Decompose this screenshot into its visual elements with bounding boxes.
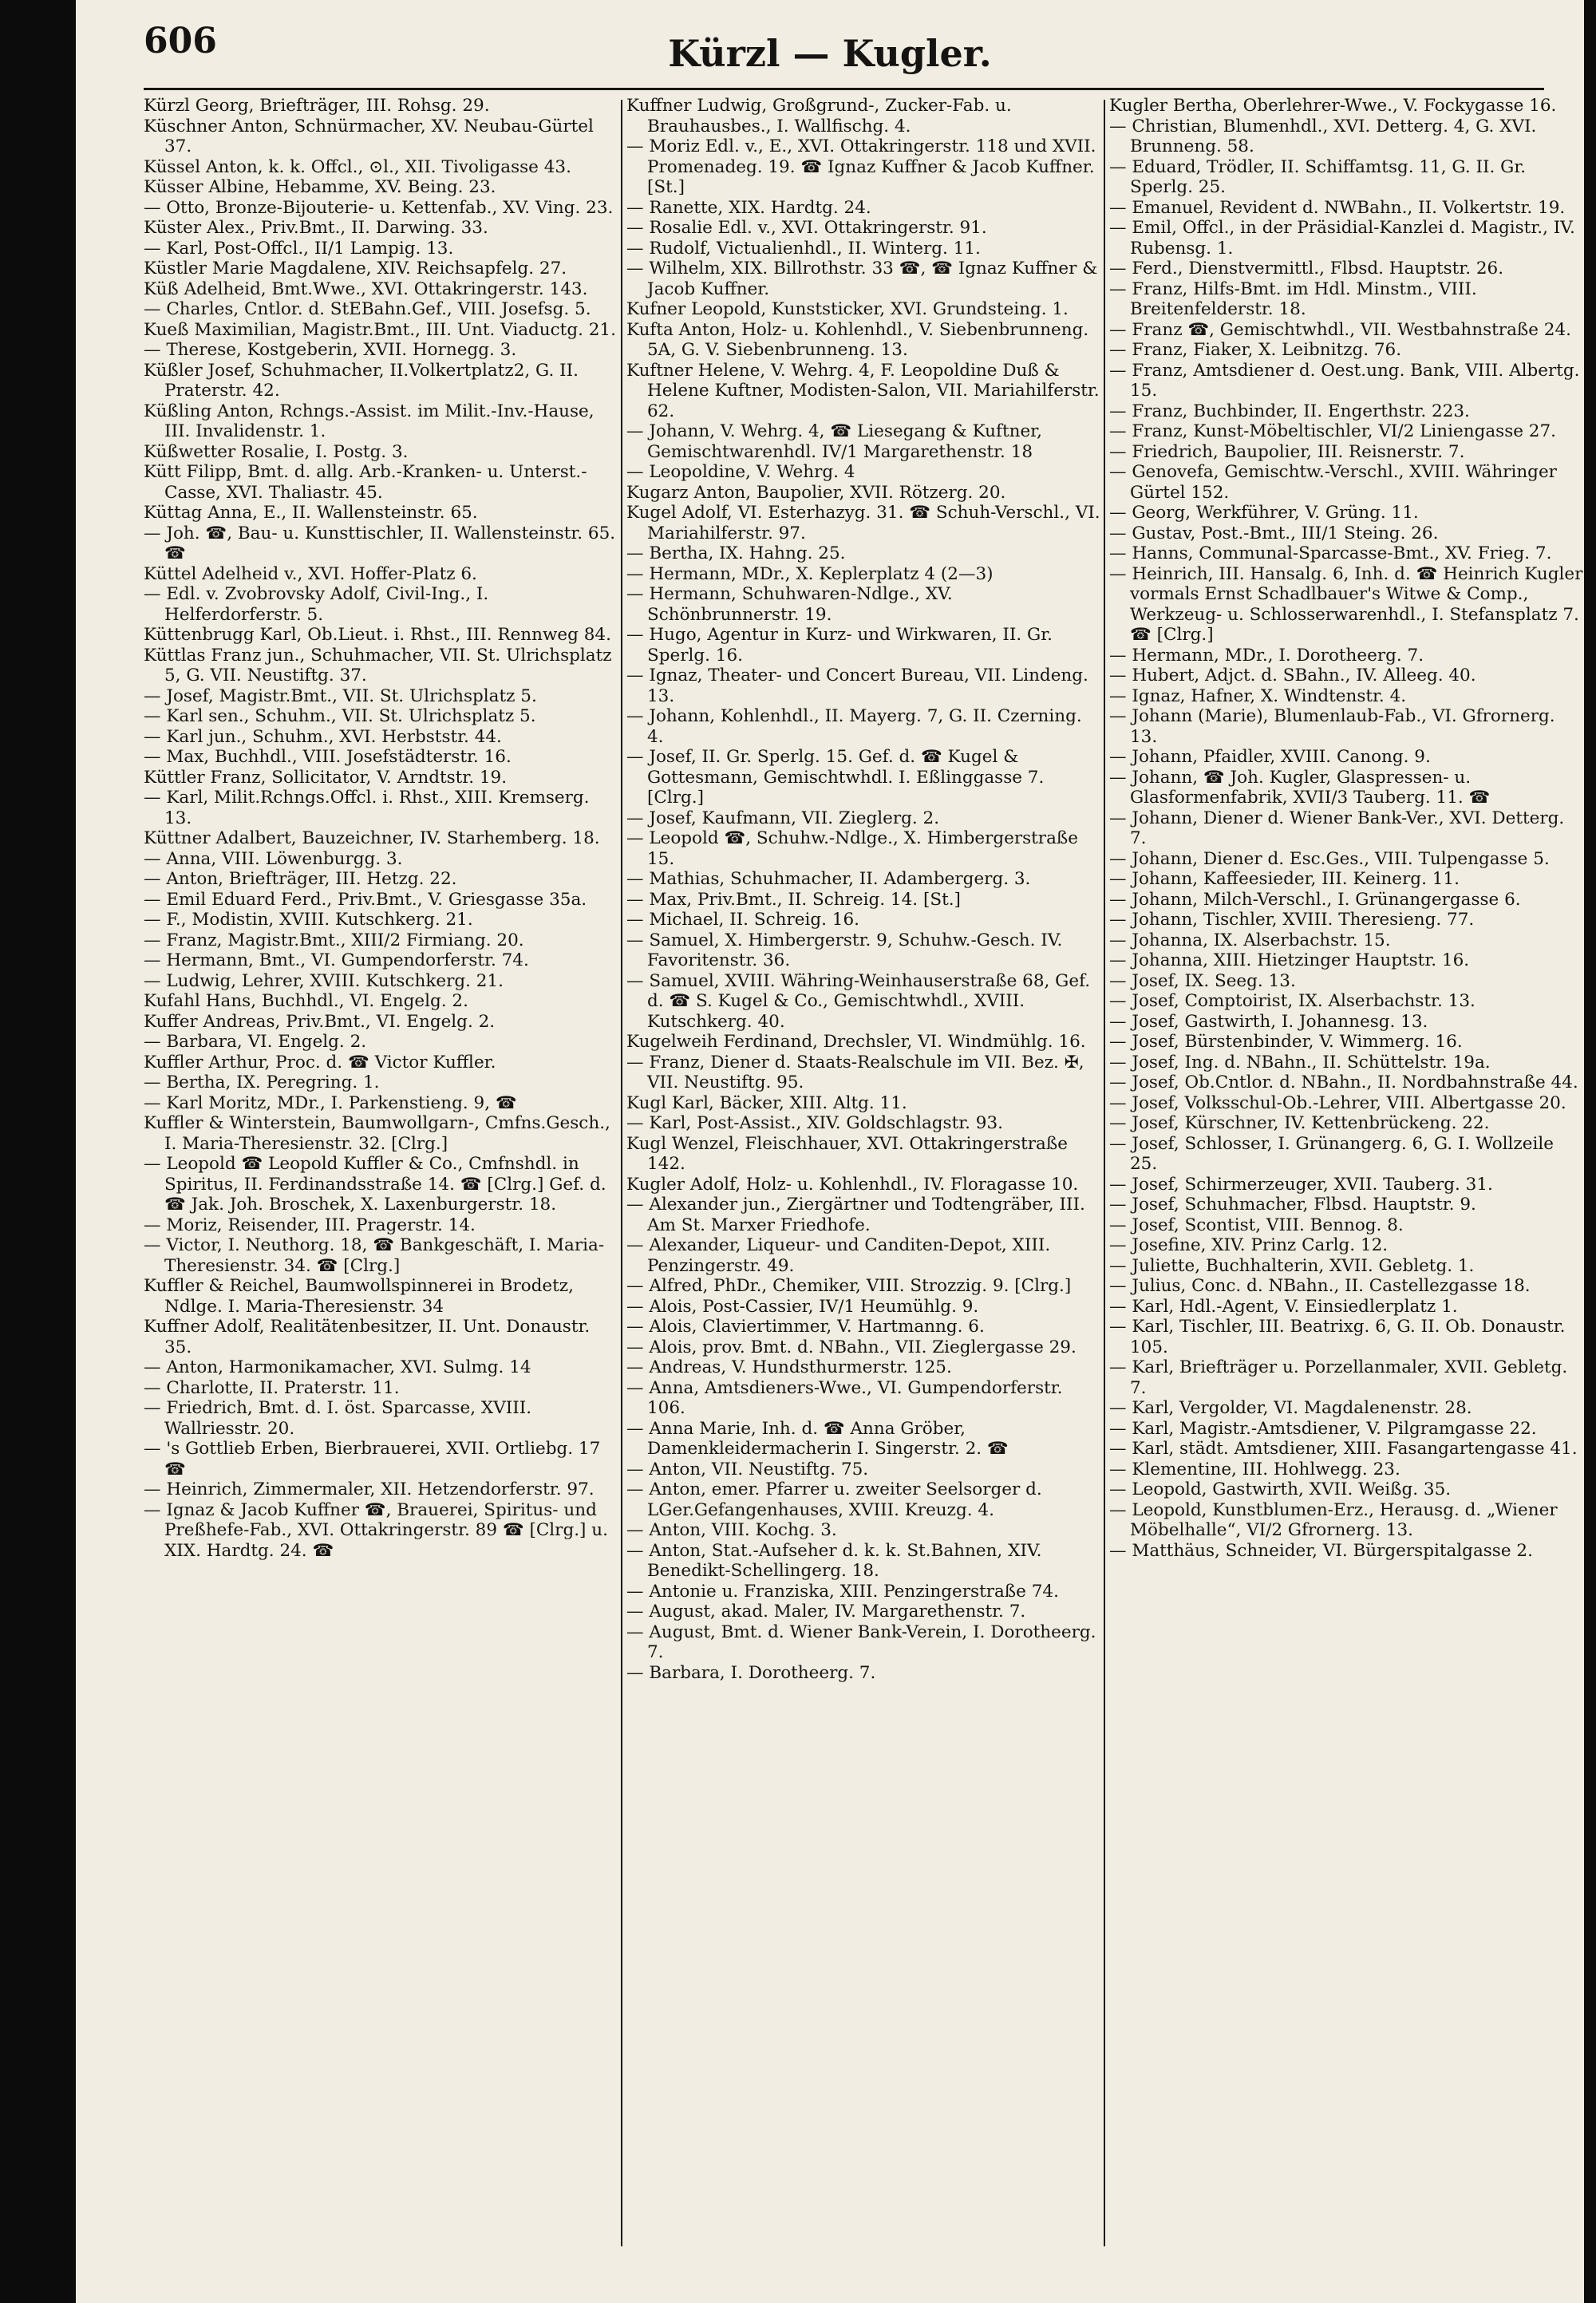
directory-entry: — Franz, Amtsdiener d. Oest.ung. Bank, VIII. Albertg. 15.: [1109, 360, 1580, 401]
directory-entry: — Anna, VIII. Löwenburgg. 3.: [144, 848, 403, 869]
directory-entry: — Leopold ☎ Leopold Kuffler & Co., Cmfnshdl. in Spiritus, II. Ferdinandsstraße 14. ☎ [Clrg.] Gef. d. ☎ Jak. Joh. Broschek, X. Laxenburgerstr. 18.: [144, 1154, 606, 1215]
directory-entry: Küßler Josef, Schuhmacher, II.Volkertplatz2, G. II. Praterstr. 42.: [144, 360, 579, 401]
directory-entry: — Emanuel, Revident d. NWBahn., II. Volkertstr. 19.: [1109, 197, 1566, 218]
directory-entry: Küttner Adalbert, Bauzeichner, IV. Starhemberg. 18.: [144, 828, 600, 848]
directory-entry: Kufta Anton, Holz- u. Kohlenhdl., V. Siebenbrunneng. 5A, G. V. Siebenbrunneng. 13.: [626, 319, 1089, 360]
directory-entry: — Josef, Gastwirth, I. Johannesg. 13.: [1109, 1011, 1428, 1032]
directory-entry: — Friedrich, Baupolier, III. Reisnerstr. 7.: [1109, 441, 1465, 462]
directory-entry: — Klementine, III. Hohlwegg. 23.: [1109, 1459, 1400, 1479]
directory-entry: — Ferd., Dienstvermittl., Flbsd. Hauptstr. 26.: [1109, 259, 1504, 278]
directory-entry: — Josef, Volksschul-Ob.-Lehrer, VIII. Albertgasse 20.: [1109, 1092, 1566, 1113]
directory-entry: — Josef, Kürschner, IV. Kettenbrückeng. 22.: [1109, 1113, 1490, 1133]
directory-entry: — Karl Moritz, MDr., I. Parkenstieng. 9, ☎: [144, 1092, 517, 1113]
directory-entry: — Leopold ☎, Schuhw.-Ndlge., X. Himbergerstraße 15.: [626, 828, 1078, 869]
directory-entry: — Karl, Tischler, III. Beatrixg. 6, G. II. Ob. Donaustr. 105.: [1109, 1317, 1566, 1357]
directory-entry: — Bertha, IX. Peregring. 1.: [144, 1072, 380, 1092]
directory-entry: — Ranette, XIX. Hardtg. 24.: [626, 197, 871, 218]
directory-entry: — Karl sen., Schuhm., VII. St. Ulrichsplatz 5.: [144, 706, 536, 726]
directory-entry: Kugarz Anton, Baupolier, XVII. Rötzerg. 20.: [626, 482, 1006, 503]
directory-entry: — Leopold, Kunstblumen-Erz., Herausg. d. „Wiener Möbelhalle“, VI/2 Gfrornerg. 13.: [1109, 1499, 1558, 1540]
directory-entry: Küttler Franz, Sollicitator, V. Arndtstr. 19.: [144, 767, 508, 788]
directory-entry: — Johann, Diener d. Esc.Ges., VIII. Tulpengasse 5.: [1109, 848, 1550, 869]
directory-entry: — Georg, Werkführer, V. Grüng. 11.: [1109, 503, 1419, 523]
directory-entry: — Karl, Hdl.-Agent, V. Einsiedlerplatz 1.: [1109, 1296, 1458, 1317]
directory-entry: — Ignaz, Hafner, X. Windtenstr. 4.: [1109, 685, 1407, 706]
directory-page: [76, 0, 1584, 2303]
running-head: Kürzl — Kugler.: [668, 32, 992, 75]
directory-entry: — Hermann, MDr., I. Dorotheerg. 7.: [1109, 645, 1424, 666]
directory-entry: — Karl, Post-Assist., XIV. Goldschlagstr. 93.: [626, 1113, 1003, 1133]
directory-entry: — Christian, Blumenhdl., XVI. Detterg. 4, G. XVI. Brunneng. 58.: [1109, 116, 1537, 156]
directory-entry: — Franz ☎, Gemischtwhdl., VII. Westbahnstraße 24.: [1109, 319, 1571, 340]
directory-entry: Küttenbrugg Karl, Ob.Lieut. i. Rhst., III. Rennweg 84.: [144, 625, 611, 645]
directory-entry: — Moriz, Reisender, III. Pragerstr. 14.: [144, 1215, 476, 1235]
directory-entry: — Hugo, Agentur in Kurz- und Wirkwaren, II. Gr. Sperlg. 16.: [626, 625, 1053, 666]
directory-entry: — F., Modistin, XVIII. Kutschkerg. 21.: [144, 910, 473, 930]
directory-entry: — Johann, Diener d. Wiener Bank-Ver., XVI. Detterg. 7.: [1109, 808, 1565, 848]
directory-entry: Kufahl Hans, Buchhdl., VI. Engelg. 2.: [144, 991, 468, 1011]
directory-entry: — Johann, Tischler, XVIII. Theresieng. 77.: [1109, 910, 1475, 930]
directory-entry: — Edl. v. Zvobrovsky Adolf, Civil-Ing., I. Helferdorferstr. 5.: [144, 584, 489, 625]
directory-entry: — Johann, Kohlenhdl., II. Mayerg. 7, G. II. Czerning. 4.: [626, 706, 1082, 747]
directory-entry: — Rudolf, Victualienhdl., II. Winterg. 11.: [626, 238, 981, 259]
directory-entry: — Genovefa, Gemischtw.-Verschl., XVIII. Währinger Gürtel 152.: [1109, 462, 1557, 503]
directory-entry: — Josef, Ob.Cntlor. d. NBahn., II. Nordbahnstraße 44.: [1109, 1072, 1578, 1092]
directory-entry: — Johann, Milch-Verschl., I. Grünangergasse 6.: [1109, 889, 1521, 910]
directory-entry: — Samuel, X. Himbergerstr. 9, Schuhw.-Gesch. IV. Favoritenstr. 36.: [626, 930, 1063, 970]
directory-entry: — Michael, II. Schreig. 16.: [626, 910, 859, 930]
page-number: 606: [144, 21, 217, 61]
directory-entry: — Heinrich, Zimmermaler, XII. Hetzendorferstr. 97.: [144, 1479, 595, 1499]
directory-entry: — Franz, Magistr.Bmt., XIII/2 Firmiang. 20.: [144, 930, 524, 950]
directory-entry: — Josef, Scontist, VIII. Bennog. 8.: [1109, 1215, 1404, 1235]
directory-entry: — Wilhelm, XIX. Billrothstr. 33 ☎, ☎ Ignaz Kuffner & Jacob Kuffner.: [626, 259, 1098, 299]
directory-entry: — Alois, Claviertimmer, V. Hartmanng. 6.: [626, 1317, 985, 1337]
directory-entry: — Josef, Ing. d. NBahn., II. Schüttelstr. 19a.: [1109, 1052, 1491, 1072]
directory-entry: — August, akad. Maler, IV. Margarethenstr. 7.: [626, 1602, 1026, 1622]
directory-entry: — Anton, emer. Pfarrer u. zweiter Seelsorger d. LGer.Gefangenhauses, XVIII. Kreuzg. 4.: [626, 1479, 1042, 1520]
directory-entry: — Julius, Conc. d. NBahn., II. Castellezgasse 18.: [1109, 1276, 1531, 1296]
directory-entry: — Anna Marie, Inh. d. ☎ Anna Gröber, Damenkleidermacherin I. Singerstr. 2. ☎: [626, 1418, 1009, 1459]
directory-entry: — Joh. ☎, Bau- u. Kunsttischler, II. Wallensteinstr. 65. ☎: [144, 523, 616, 563]
directory-entry: Kuffner Ludwig, Großgrund-, Zucker-Fab. u. Brauhausbes., I. Wallfischg. 4.: [626, 96, 1012, 136]
directory-entry: — Josef, II. Gr. Sperlg. 15. Gef. d. ☎ Kugel & Gottesmann, Gemischtwhdl. I. Eßlinggasse 7. [Clrg.]: [626, 747, 1045, 808]
directory-entry: — Franz, Hilfs-Bmt. im Hdl. Minstm., VIII. Breitenfelderstr. 18.: [1109, 278, 1477, 319]
directory-entry: Kufner Leopold, Kunststicker, XVI. Grundsteing. 1.: [626, 299, 1069, 319]
directory-entry: — Johann, Kaffeesieder, III. Keinerg. 11.: [1109, 869, 1460, 889]
directory-entry: — Hermann, Schuhwaren-Ndlge., XV. Schönbrunnerstr. 19.: [626, 584, 953, 625]
directory-entry: Kuffler Arthur, Proc. d. ☎ Victor Kuffler.: [144, 1052, 496, 1072]
directory-entry: — Josef, IX. Seeg. 13.: [1109, 970, 1296, 991]
directory-entry: Kuffer Andreas, Priv.Bmt., VI. Engelg. 2.: [144, 1011, 496, 1032]
directory-entry: — Bertha, IX. Hahng. 25.: [626, 543, 846, 563]
directory-entry: — Otto, Bronze-Bijouterie- u. Kettenfab., XV. Ving. 23.: [144, 197, 614, 218]
column-3: [1109, 96, 1584, 1561]
directory-entry: — Anton, Harmonikamacher, XVI. Sulmg. 14: [144, 1357, 531, 1377]
directory-entry: — Anton, Briefträger, III. Hetzg. 22.: [144, 869, 457, 889]
directory-entry: — Friedrich, Bmt. d. I. öst. Sparcasse, XVIII. Wallriesstr. 20.: [144, 1398, 532, 1439]
column-divider: [1104, 100, 1105, 2246]
directory-entry: — Barbara, I. Dorotheerg. 7.: [626, 1662, 876, 1683]
directory-entry: — Leopoldine, V. Wehrg. 4: [626, 462, 855, 482]
directory-entry: Küttlas Franz jun., Schuhmacher, VII. St. Ulrichsplatz 5, G. VII. Neustiftg. 37.: [144, 645, 612, 685]
directory-entry: — Antonie u. Franziska, XIII. Penzingerstraße 74.: [626, 1581, 1059, 1602]
directory-entry: — Alois, Post-Cassier, IV/1 Heumühlg. 9.: [626, 1296, 979, 1317]
directory-entry: Kugl Karl, Bäcker, XIII. Altg. 11.: [626, 1092, 907, 1113]
directory-entry: Kugler Bertha, Oberlehrer-Wwe., V. Fockygasse 16.: [1109, 96, 1557, 116]
directory-entry: — Johann, ☎ Joh. Kugler, Glaspressen- u. Glasformenfabrik, XVII/3 Tauberg. 11. ☎: [1109, 767, 1491, 808]
directory-entry: Kütt Filipp, Bmt. d. allg. Arb.-Kranken- u. Unterst.-Casse, XVI. Thaliastr. 45.: [144, 462, 587, 503]
directory-entry: — Samuel, XVIII. Währing-Weinhauserstraße 68, Gef. d. ☎ S. Kugel & Co., Gemischtwhdl., XVIII. Kutschkerg. 40.: [626, 970, 1091, 1032]
directory-entry: — Andreas, V. Hundsthurmerstr. 125.: [626, 1357, 952, 1377]
directory-entry: — Hermann, Bmt., VI. Gumpendorferstr. 74.: [144, 950, 529, 970]
directory-entry: — 's Gottlieb Erben, Bierbrauerei, XVII. Ortliebg. 17 ☎: [144, 1439, 601, 1479]
directory-entry: Kugelweih Ferdinand, Drechsler, VI. Windmühlg. 16.: [626, 1032, 1086, 1052]
directory-entry: — Josef, Bürstenbinder, V. Wimmerg. 16.: [1109, 1032, 1463, 1052]
directory-entry: Küsser Albine, Hebamme, XV. Being. 23.: [144, 177, 496, 197]
directory-entry: Kuffner Adolf, Realitätenbesitzer, II. Unt. Donaustr. 35.: [144, 1317, 591, 1357]
directory-entry: Küschner Anton, Schnürmacher, XV. Neubau-Gürtel 37.: [144, 116, 594, 156]
directory-entry: — Ignaz & Jacob Kuffner ☎, Brauerei, Spiritus- und Preßhefe-Fab., XVI. Ottakringerstr. 89 ☎ [Clrg.] u. XIX. Hardtg. 24. ☎: [144, 1499, 608, 1561]
header-rule: [144, 88, 1544, 90]
column-1: [144, 96, 619, 1561]
directory-entry: — Karl jun., Schuhm., XVI. Herbststr. 44.: [144, 726, 502, 747]
directory-entry: — Hanns, Communal-Sparcasse-Bmt., XV. Frieg. 7.: [1109, 543, 1552, 563]
directory-entry: Kuffler & Reichel, Baumwollspinnerei in Brodetz, Ndlge. I. Maria-Theresienstr. 34: [144, 1276, 574, 1317]
directory-entry: — Rosalie Edl. v., XVI. Ottakringerstr. 91.: [626, 218, 987, 238]
directory-entry: Küstler Marie Magdalene, XIV. Reichsapfelg. 27.: [144, 259, 567, 278]
directory-entry: — Josef, Kaufmann, VII. Zieglerg. 2.: [626, 808, 940, 828]
directory-entry: Kürzl Georg, Briefträger, III. Rohsg. 29.: [144, 96, 490, 116]
directory-entry: — Johann, Pfaidler, XVIII. Canong. 9.: [1109, 747, 1431, 767]
directory-entry: — Juliette, Buchhalterin, XVII. Gebletg. 1.: [1109, 1255, 1475, 1276]
directory-entry: Kuffler & Winterstein, Baumwollgarn-, Cmfns.Gesch., I. Maria-Theresienstr. 32. [Clrg.]: [144, 1113, 610, 1154]
directory-entry: — Max, Buchhdl., VIII. Josefstädterstr. 16.: [144, 747, 512, 767]
directory-entry: — Johanna, IX. Alserbachstr. 15.: [1109, 930, 1391, 950]
directory-entry: — Karl, Vergolder, VI. Magdalenenstr. 28.: [1109, 1398, 1472, 1418]
directory-entry: — Karl, Milit.Rchngs.Offcl. i. Rhst., XIII. Kremserg. 13.: [144, 788, 590, 828]
directory-entry: — Ludwig, Lehrer, XVIII. Kutschkerg. 21.: [144, 970, 504, 991]
directory-entry: — Heinrich, III. Hansalg. 6, Inh. d. ☎ Heinrich Kugler vormals Ernst Schadlbauer's Witwe & Comp., Werkzeug- u. Schlosserwarenhdl., I. Stefansplatz 7. ☎ [Clrg.]: [1109, 563, 1583, 645]
directory-entry: Kueß Maximilian, Magistr.Bmt., III. Unt. Viaductg. 21.: [144, 319, 616, 340]
directory-entry: — Alexander, Liqueur- und Canditen-Depot, XIII. Penzingerstr. 49.: [626, 1235, 1051, 1276]
directory-entry: — Matthäus, Schneider, VI. Bürgerspitalgasse 2.: [1109, 1540, 1533, 1561]
directory-entry: — Mathias, Schuhmacher, II. Adambergerg. 3.: [626, 869, 1031, 889]
directory-entry: — Karl, Magistr.-Amtsdiener, V. Pilgramgasse 22.: [1109, 1418, 1537, 1439]
directory-entry: — Josef, Schlosser, I. Grünangerg. 6, G. I. Wollzeile 25.: [1109, 1133, 1554, 1174]
directory-entry: — Anna, Amtsdieners-Wwe., VI. Gumpendorferstr. 106.: [626, 1377, 1063, 1418]
directory-entry: — Josefine, XIV. Prinz Carlg. 12.: [1109, 1235, 1389, 1255]
directory-entry: Küttel Adelheid v., XVI. Hoffer-Platz 6.: [144, 563, 477, 584]
directory-entry: Küßwetter Rosalie, I. Postg. 3.: [144, 441, 409, 462]
directory-entry: Kuftner Helene, V. Wehrg. 4, F. Leopoldine Duß & Helene Kuftner, Modisten-Salon, VII. Mariahilferstr. 62.: [626, 360, 1100, 421]
directory-entry: — Josef, Comptoirist, IX. Alserbachstr. 13.: [1109, 991, 1476, 1011]
directory-entry: — Leopold, Gastwirth, XVII. Weißg. 35.: [1109, 1479, 1452, 1499]
directory-entry: — Alfred, PhDr., Chemiker, VIII. Strozzig. 9. [Clrg.]: [626, 1276, 1072, 1296]
directory-entry: — Anton, VII. Neustiftg. 75.: [626, 1459, 869, 1479]
directory-entry: Küßling Anton, Rchngs.-Assist. im Milit.-Inv.-Hause, III. Invalidenstr. 1.: [144, 401, 595, 441]
directory-entry: — Franz, Buchbinder, II. Engerthstr. 223.: [1109, 401, 1470, 421]
directory-entry: — Max, Priv.Bmt., II. Schreig. 14. [St.]: [626, 889, 961, 910]
directory-entry: — Emil Eduard Ferd., Priv.Bmt., V. Griesgasse 35a.: [144, 889, 587, 910]
directory-entry: — Hermann, MDr., X. Keplerplatz 4 (2—3): [626, 563, 994, 584]
directory-entry: — Therese, Kostgeberin, XVII. Hornegg. 3.: [144, 340, 517, 360]
directory-entry: — Hubert, Adjct. d. SBahn., IV. Alleeg. 40.: [1109, 666, 1476, 685]
directory-entry: — Anton, VIII. Kochg. 3.: [626, 1520, 837, 1540]
column-divider: [621, 100, 622, 2246]
directory-entry: — Johann, V. Wehrg. 4, ☎ Liesegang & Kuftner, Gemischtwarenhdl. IV/1 Margarethenstr. 18: [626, 421, 1042, 462]
directory-entry: — Johann (Marie), Blumenlaub-Fab., VI. Gfrornerg. 13.: [1109, 706, 1555, 747]
directory-entry: — Charles, Cntlor. d. StEBahn.Gef., VIII. Josefsg. 5.: [144, 299, 591, 319]
directory-entry: — Karl, Post-Offcl., II/1 Lampig. 13.: [144, 238, 454, 259]
directory-entry: Küttag Anna, E., II. Wallensteinstr. 65.: [144, 503, 478, 523]
directory-entry: — Franz, Fiaker, X. Leibnitzg. 76.: [1109, 340, 1402, 360]
directory-entry: — Anton, Stat.-Aufseher d. k. k. St.Bahnen, XIV. Benedikt-Schellingerg. 18.: [626, 1540, 1042, 1581]
directory-entry: — Josef, Schirmerzeuger, XVII. Tauberg. 31.: [1109, 1174, 1493, 1195]
directory-entry: — Emil, Offcl., in der Präsidial-Kanzlei d. Magistr., IV. Rubensg. 1.: [1109, 218, 1575, 259]
directory-entry: Küß Adelheid, Bmt.Wwe., XVI. Ottakringerstr. 143.: [144, 278, 588, 299]
directory-entry: Küster Alex., Priv.Bmt., II. Darwing. 33.: [144, 218, 488, 238]
directory-entry: — Charlotte, II. Praterstr. 11.: [144, 1377, 400, 1398]
column-2: [626, 96, 1102, 1683]
directory-entry: — Karl, städt. Amtsdiener, XIII. Fasangartengasse 41.: [1109, 1439, 1578, 1459]
directory-entry: Küssel Anton, k. k. Offcl., ⊙l., XII. Tivoligasse 43.: [144, 156, 571, 177]
directory-entry: — Alois, prov. Bmt. d. NBahn., VII. Zieglergasse 29.: [626, 1337, 1077, 1357]
directory-entry: Kugl Wenzel, Fleischhauer, XVI. Ottakringerstraße 142.: [626, 1133, 1068, 1174]
directory-entry: — Gustav, Post.-Bmt., III/1 Steing. 26.: [1109, 523, 1439, 543]
directory-entry: — Johanna, XIII. Hietzinger Hauptstr. 16.: [1109, 950, 1470, 970]
directory-entry: — August, Bmt. d. Wiener Bank-Verein, I. Dorotheerg. 7.: [626, 1622, 1096, 1662]
directory-entry: Kugel Adolf, VI. Esterhazyg. 31. ☎ Schuh-Verschl., VI. Mariahilferstr. 97.: [626, 503, 1100, 543]
directory-entry: — Barbara, VI. Engelg. 2.: [144, 1032, 367, 1052]
directory-entry: — Franz, Diener d. Staats-Realschule im VII. Bez. ✠, VII. Neustiftg. 95.: [626, 1052, 1084, 1092]
directory-entry: — Victor, I. Neuthorg. 18, ☎ Bankgeschäft, I. Maria-Theresienstr. 34. ☎ [Clrg.]: [144, 1235, 605, 1276]
directory-entry: Kugler Adolf, Holz- u. Kohlenhdl., IV. Floragasse 10.: [626, 1174, 1079, 1195]
directory-entry: — Eduard, Trödler, II. Schiffamtsg. 11, G. II. Gr. Sperlg. 25.: [1109, 156, 1527, 197]
directory-entry: — Ignaz, Theater- und Concert Bureau, VII. Lindeng. 13.: [626, 666, 1088, 706]
directory-entry: — Franz, Kunst-Möbeltischler, VI/2 Liniengasse 27.: [1109, 421, 1556, 441]
directory-entry: — Karl, Briefträger u. Porzellanmaler, XVII. Gebletg. 7.: [1109, 1357, 1568, 1398]
directory-entry: — Alexander jun., Ziergärtner und Todtengräber, III. Am St. Marxer Friedhofe.: [626, 1195, 1085, 1235]
directory-entry: — Josef, Magistr.Bmt., VII. St. Ulrichsplatz 5.: [144, 685, 537, 706]
directory-entry: — Moriz Edl. v., E., XVI. Ottakringerstr. 118 und XVII. Promenadeg. 19. ☎ Ignaz Kuffner & Jacob Kuffner. [St.]: [626, 136, 1096, 197]
directory-entry: — Josef, Schuhmacher, Flbsd. Hauptstr. 9.: [1109, 1195, 1476, 1215]
